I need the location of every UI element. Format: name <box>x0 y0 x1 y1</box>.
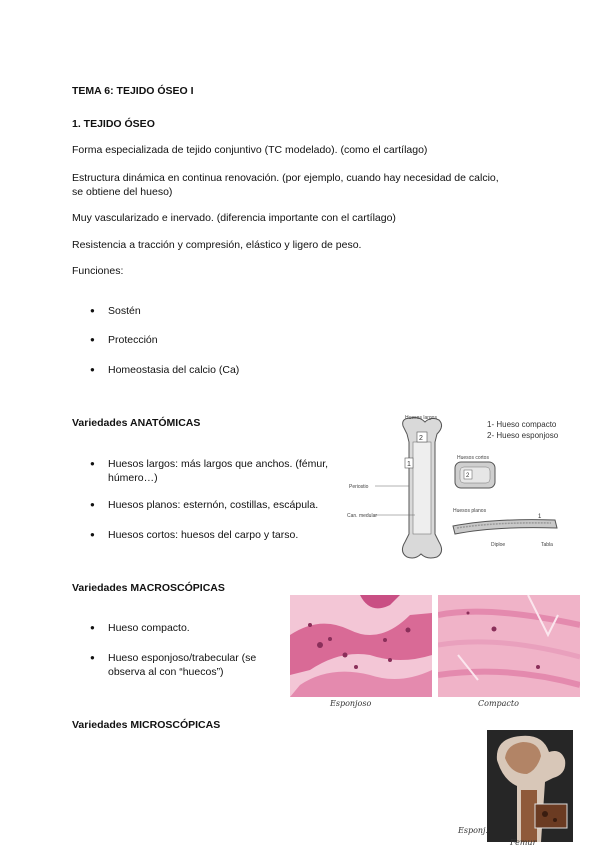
caption-femur: Femur <box>510 838 537 847</box>
femur-photo <box>487 730 573 842</box>
figure-label: Diploe <box>491 542 506 548</box>
legend-compact: 1- Hueso compacto <box>487 420 557 429</box>
list-item: ● Protección <box>108 333 158 347</box>
legend-spongy: 2- Hueso esponjoso <box>487 431 559 440</box>
paragraph: Muy vascularizado e inervado. (diferencia importante con el cartílago) <box>72 212 396 224</box>
caption-spongy: Esponjoso <box>330 699 372 708</box>
list-item: ● Hueso compacto. <box>108 621 190 635</box>
num-label: 2 <box>419 435 423 442</box>
subsection-heading <box>72 581 225 595</box>
paragraph: se obtiene del hueso) <box>72 186 173 198</box>
heading-bold: MACROSCÓPICAS <box>130 582 225 594</box>
subsection-heading <box>72 416 200 430</box>
num-label: 1 <box>407 461 411 468</box>
list-item: ● Homeostasia del calcio (Ca) <box>108 363 239 377</box>
paragraph: Estructura dinámica en continua renovación. (por ejemplo, cuando hay necesidad de calcio, <box>72 172 499 184</box>
paragraph: Forma especializada de tejido conjuntivo (TC modelado). (como el cartílago) <box>72 144 428 156</box>
figure-label: Can. medular <box>347 513 378 519</box>
heading-bold: MICROSCÓPICAS <box>130 719 221 731</box>
figure-label: Huesos planos <box>453 508 487 514</box>
section-heading: 1. TEJIDO ÓSEO <box>72 118 155 130</box>
figure-label: Periostio <box>349 484 369 490</box>
caption-compact: Compacto <box>478 699 519 708</box>
heading-prefix: Variedades <box>72 417 130 429</box>
list-item: ● Huesos cortos: huesos del carpo y tarso. <box>108 528 298 542</box>
list-item: ● Hueso esponjoso/trabecular (se <box>108 651 256 665</box>
caption-side: Esponj. <box>458 826 489 835</box>
heading-bold: ANATÓMICAS <box>129 417 201 429</box>
list-item-continuation: húmero…) <box>108 472 158 484</box>
spongy-bone-micrograph <box>290 595 432 697</box>
figure-label: Tabla <box>541 542 553 548</box>
list-item: ● Huesos largos: más largos que anchos. (fémur, <box>108 457 328 471</box>
page-title: TEMA 6: TEJIDO ÓSEO I <box>72 85 194 97</box>
subsection-heading <box>72 718 220 732</box>
num-label: 1 <box>538 514 542 520</box>
num-label: 2 <box>466 473 470 479</box>
list-item: ● Sostén <box>108 304 141 318</box>
heading-prefix: Variedades <box>72 719 131 731</box>
paragraph: Funciones: <box>72 265 124 277</box>
compact-bone-micrograph <box>438 595 580 697</box>
bone-types-figure <box>345 412 565 562</box>
list-item: ● Huesos planos: esternón, costillas, escápula. <box>108 498 318 512</box>
figure-label: Huesos largos <box>405 415 437 421</box>
figure-label: Huesos cortos <box>457 455 489 461</box>
list-item-continuation: observa al con “huecos”) <box>108 666 224 678</box>
heading-prefix: Variedades <box>72 582 131 594</box>
paragraph: Resistencia a tracción y compresión, elástico y ligero de peso. <box>72 239 362 251</box>
